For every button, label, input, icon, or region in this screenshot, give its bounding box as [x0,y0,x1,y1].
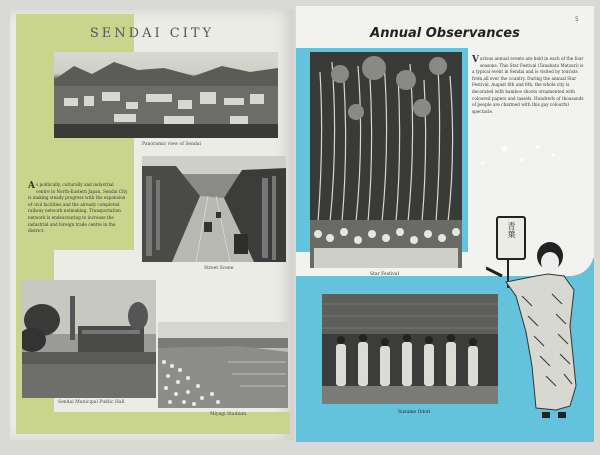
left-intro-paragraph [28,182,128,236]
drop-cap: A [28,181,35,191]
drop-cap-right: V [472,55,479,65]
star-festival-photo [310,52,462,268]
green-panel-bottom [16,412,290,434]
right-paragraph [472,56,584,136]
dance-caption: Suzume Odori [398,410,431,415]
dancer-figure [486,236,586,420]
brochure-spread [10,4,594,446]
street-scene-caption: Street Scene [204,266,234,271]
public-hall-photo [22,280,156,398]
star-icon: ★ [480,160,486,167]
public-hall-caption: Sendai Municipal Public Hall [58,400,125,405]
star-icon: ★ [550,152,556,159]
lantern-text: 青葉 [507,222,516,238]
left-intro-text: s politically, culturally and industrial centre in North-Eastern Japan, Sendai City is making steady progress with the expansion of civil facilities and the already completed railway network netmaking. Transportation network is endeavouring to increase the industrial and foreign trade centre in the district. [28,182,128,234]
stadium-photo [158,322,288,408]
right-paragraph-text: arious annual events are held in each of the four seasons. This Star Festival (Tanabata Matsuri) is a typical event in Sendai and is visited by tourists from all over the country. During the annual Star Festival, August 6th and 8th, the whole city is decorated with bamboo shoots ornamented with coloured papers and tassels. Hundreds of thousands of people are charmed with this gay colourful spectacle. [472,56,584,114]
stadium-caption: Miyagi Stadium [210,412,247,417]
star-festival-caption: Star Festival [370,272,399,277]
dance-photo [322,294,498,404]
panorama-photo [54,52,278,138]
panorama-caption: Panoramic view of Sendai [142,142,201,147]
street-scene-photo [142,156,286,262]
right-page-title: Annual Observances [370,26,520,41]
page-number: 5 [575,16,579,23]
star-icon: ★ [500,144,509,155]
left-page-title: SENDAI CITY [89,26,215,41]
star-icon: ★ [534,142,542,151]
star-icon: ★ [518,156,525,164]
